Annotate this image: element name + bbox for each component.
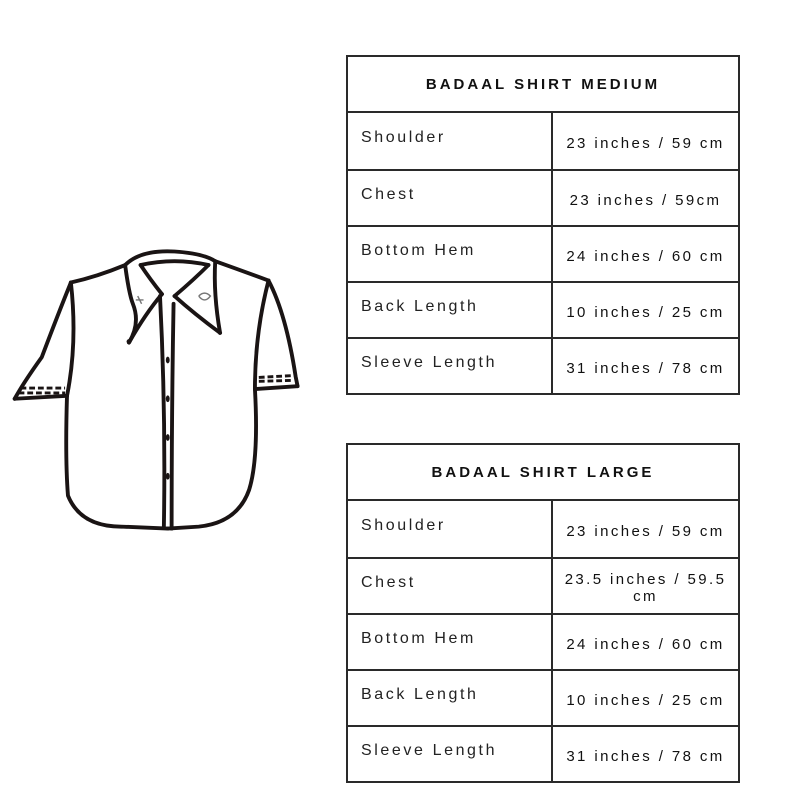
table-row bbox=[347, 726, 739, 782]
measurement-value: 23 inches / 59 cm bbox=[552, 112, 739, 170]
table-title: BADAAL SHIRT MEDIUM bbox=[347, 56, 739, 112]
table-title: BADAAL SHIRT LARGE bbox=[347, 444, 739, 500]
measurement-value: 23 inches / 59 cm bbox=[552, 500, 739, 558]
measurement-label: Sleeve Length bbox=[347, 726, 552, 782]
table-row bbox=[347, 614, 739, 670]
measurement-label: Chest bbox=[347, 558, 552, 614]
measurement-value: 24 inches / 60 cm bbox=[552, 226, 739, 282]
table-row bbox=[347, 338, 739, 394]
measurement-label: Chest bbox=[347, 170, 552, 226]
measurement-value: 23.5 inches / 59.5 cm bbox=[552, 558, 739, 614]
size-table-medium bbox=[346, 55, 740, 395]
table-row bbox=[347, 170, 739, 226]
table-row bbox=[347, 282, 739, 338]
table-row bbox=[347, 670, 739, 726]
measurement-label: Shoulder bbox=[347, 112, 552, 170]
shirt-illustration bbox=[4, 236, 316, 546]
size-table-large bbox=[346, 443, 740, 783]
table-row bbox=[347, 500, 739, 558]
table-row bbox=[347, 112, 739, 170]
measurement-label: Bottom Hem bbox=[347, 226, 552, 282]
table-row bbox=[347, 226, 739, 282]
measurement-value: 31 inches / 78 cm bbox=[552, 726, 739, 782]
measurement-value: 10 inches / 25 cm bbox=[552, 282, 739, 338]
measurement-value: 23 inches / 59cm bbox=[552, 170, 739, 226]
measurement-label: Back Length bbox=[347, 282, 552, 338]
measurement-label: Bottom Hem bbox=[347, 614, 552, 670]
measurement-label: Sleeve Length bbox=[347, 338, 552, 394]
measurement-value: 31 inches / 78 cm bbox=[552, 338, 739, 394]
measurement-value: 24 inches / 60 cm bbox=[552, 614, 739, 670]
measurement-value: 10 inches / 25 cm bbox=[552, 670, 739, 726]
measurement-label: Back Length bbox=[347, 670, 552, 726]
table-row bbox=[347, 558, 739, 614]
measurement-label: Shoulder bbox=[347, 500, 552, 558]
